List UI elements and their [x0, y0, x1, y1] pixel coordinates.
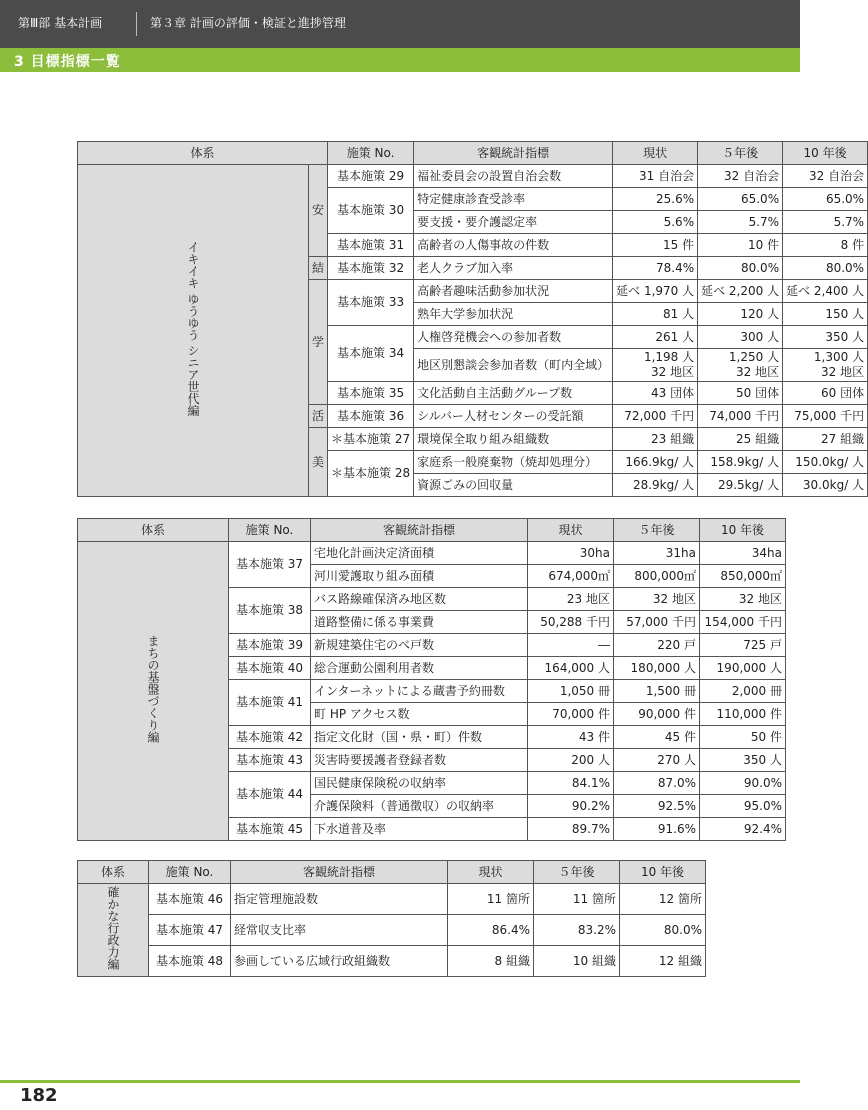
current-value: 261 人	[613, 326, 698, 349]
current-value: 11 箇所	[448, 884, 534, 915]
table-header-row	[78, 142, 868, 165]
10year-value: 92.4%	[700, 818, 786, 841]
footer-rule	[0, 1080, 800, 1083]
5year-value: 90,000 件	[614, 703, 700, 726]
policy-no: 基本施策 48	[149, 946, 231, 977]
current-value: 84.1%	[528, 772, 614, 795]
indicator-name: 介護保険料（普通徴収）の収納率	[311, 795, 528, 818]
current-value: 78.4%	[613, 257, 698, 280]
current-value: 200 人	[528, 749, 614, 772]
5year-value: 1,500 冊	[614, 680, 700, 703]
5year-value: 65.0%	[698, 188, 783, 211]
current-value: 674,000㎡	[528, 565, 614, 588]
5year-value: 25 組織	[698, 428, 783, 451]
indicator-name: バス路線確保済み地区数	[311, 588, 528, 611]
policy-no: 基本施策 43	[229, 749, 311, 772]
indicator-name: 要支援・要介護認定率	[414, 211, 613, 234]
current-value: 72,000 千円	[613, 405, 698, 428]
col-header-5years: ５年後	[698, 142, 783, 165]
indicator-name: 高齢者の人傷事故の件数	[414, 234, 613, 257]
table-row	[78, 542, 786, 565]
category-label: イキイキ ゆうゆう シニア世代編	[78, 165, 309, 497]
subcategory-label: 結	[309, 257, 328, 280]
5year-value: 92.5%	[614, 795, 700, 818]
table-row	[78, 165, 868, 188]
10year-value: 150.0kg/ 人	[783, 451, 868, 474]
current-value: 28.9kg/ 人	[613, 474, 698, 497]
col-header-current: 現状	[448, 861, 534, 884]
indicator-name: 資源ごみの回収量	[414, 474, 613, 497]
10year-value: 80.0%	[783, 257, 868, 280]
10year-value: 150 人	[783, 303, 868, 326]
5year-value: 32 自治会	[698, 165, 783, 188]
policy-no: 基本施策 47	[149, 915, 231, 946]
5year-value: 延べ 2,200 人	[698, 280, 783, 303]
col-header-current: 現状	[528, 519, 614, 542]
10year-value: 65.0%	[783, 188, 868, 211]
10year-value: 12 箇所	[620, 884, 706, 915]
5year-value: 10 組織	[534, 946, 620, 977]
5year-value: 50 団体	[698, 382, 783, 405]
5year-value: 10 件	[698, 234, 783, 257]
10year-value: 30.0kg/ 人	[783, 474, 868, 497]
indicator-name: 指定文化財（国・県・町）件数	[311, 726, 528, 749]
5year-value: 220 戸	[614, 634, 700, 657]
col-header-5years: ５年後	[614, 519, 700, 542]
policy-no: 基本施策 29	[328, 165, 414, 188]
section-title: 3 目標指標一覧	[14, 54, 121, 70]
indicator-name: 道路整備に係る事業費	[311, 611, 528, 634]
5year-value: 74,000 千円	[698, 405, 783, 428]
5year-value: 83.2%	[534, 915, 620, 946]
indicator-name: 特定健康診査受診率	[414, 188, 613, 211]
indicator-table-infrastructure	[77, 518, 786, 841]
part-title: 第Ⅲ部 基本計画	[18, 16, 103, 30]
col-header-no: 施策 No.	[149, 861, 231, 884]
10year-value: 50 件	[700, 726, 786, 749]
5year-value: 180,000 人	[614, 657, 700, 680]
current-value: 90.2%	[528, 795, 614, 818]
policy-no: 基本施策 30	[328, 188, 414, 234]
policy-no: 基本施策 40	[229, 657, 311, 680]
10year-value: 350 人	[783, 326, 868, 349]
policy-no: 基本施策 38	[229, 588, 311, 634]
5year-value: 11 箇所	[534, 884, 620, 915]
col-header-10years: 10 年後	[783, 142, 868, 165]
policy-no: ＊基本施策 27	[328, 428, 414, 451]
10year-value: 95.0%	[700, 795, 786, 818]
policy-no: 基本施策 35	[328, 382, 414, 405]
10year-value: 12 組織	[620, 946, 706, 977]
col-header-indicator: 客観統計指標	[311, 519, 528, 542]
indicator-name: 熟年大学参加状況	[414, 303, 613, 326]
5year-value: 158.9kg/ 人	[698, 451, 783, 474]
col-header-no: 施策 No.	[229, 519, 311, 542]
5year-value: 270 人	[614, 749, 700, 772]
category-label: 確かな行政力編	[78, 884, 149, 977]
10year-value: 32 地区	[700, 588, 786, 611]
col-header-system: 体系	[78, 519, 229, 542]
10year-value: 1,300 人 32 地区	[783, 349, 868, 382]
10year-value: 190,000 人	[700, 657, 786, 680]
policy-no: 基本施策 31	[328, 234, 414, 257]
5year-value: 31ha	[614, 542, 700, 565]
col-header-5years: ５年後	[534, 861, 620, 884]
col-header-current: 現状	[613, 142, 698, 165]
5year-value: 300 人	[698, 326, 783, 349]
indicator-name: シルバー人材センターの受託額	[414, 405, 613, 428]
current-value: 70,000 件	[528, 703, 614, 726]
policy-no: 基本施策 37	[229, 542, 311, 588]
policy-no: 基本施策 34	[328, 326, 414, 382]
10year-value: 80.0%	[620, 915, 706, 946]
current-value: 1,198 人 32 地区	[613, 349, 698, 382]
policy-no: 基本施策 36	[328, 405, 414, 428]
policy-no: ＊基本施策 28	[328, 451, 414, 497]
10year-value: 110,000 件	[700, 703, 786, 726]
10year-value: 27 組織	[783, 428, 868, 451]
5year-value: 87.0%	[614, 772, 700, 795]
5year-value: 80.0%	[698, 257, 783, 280]
subcategory-label: 活	[309, 405, 328, 428]
table-row	[78, 884, 706, 915]
policy-no: 基本施策 42	[229, 726, 311, 749]
col-header-no: 施策 No.	[328, 142, 414, 165]
indicator-name: 家庭系一般廃棄物（焼却処理分）	[414, 451, 613, 474]
indicator-name: インターネットによる蔵書予約冊数	[311, 680, 528, 703]
5year-value: 57,000 千円	[614, 611, 700, 634]
10year-value: 850,000㎡	[700, 565, 786, 588]
policy-no: 基本施策 41	[229, 680, 311, 726]
col-header-10years: 10 年後	[620, 861, 706, 884]
current-value: 15 件	[613, 234, 698, 257]
indicator-name: 福祉委員会の設置自治会数	[414, 165, 613, 188]
10year-value: 90.0%	[700, 772, 786, 795]
indicator-name: 地区別懇談会参加者数（町内全域）	[414, 349, 613, 382]
policy-no: 基本施策 39	[229, 634, 311, 657]
5year-value: 45 件	[614, 726, 700, 749]
table-row	[78, 915, 706, 946]
5year-value: 91.6%	[614, 818, 700, 841]
table-header-row	[78, 861, 706, 884]
current-value: 23 地区	[528, 588, 614, 611]
section-bar	[0, 48, 800, 72]
indicator-name: 総合運動公園利用者数	[311, 657, 528, 680]
policy-no: 基本施策 33	[328, 280, 414, 326]
table-row	[78, 946, 706, 977]
policy-no: 基本施策 44	[229, 772, 311, 818]
current-value: 30ha	[528, 542, 614, 565]
header-divider	[136, 12, 137, 36]
current-value: 25.6%	[613, 188, 698, 211]
10year-value: 350 人	[700, 749, 786, 772]
indicator-name: 宅地化計画決定済面積	[311, 542, 528, 565]
current-value: 31 自治会	[613, 165, 698, 188]
col-header-10years: 10 年後	[700, 519, 786, 542]
10year-value: 32 自治会	[783, 165, 868, 188]
indicator-name: 文化活動自主活動グループ数	[414, 382, 613, 405]
current-value: 1,050 冊	[528, 680, 614, 703]
indicator-name: 町 HP アクセス数	[311, 703, 528, 726]
10year-value: 154,000 千円	[700, 611, 786, 634]
current-value: 81 人	[613, 303, 698, 326]
current-value: 8 組織	[448, 946, 534, 977]
5year-value: 5.7%	[698, 211, 783, 234]
col-header-indicator: 客観統計指標	[414, 142, 613, 165]
policy-no: 基本施策 46	[149, 884, 231, 915]
10year-value: 8 件	[783, 234, 868, 257]
current-value: 89.7%	[528, 818, 614, 841]
table-header-row	[78, 519, 786, 542]
page-header-bar	[0, 0, 800, 48]
indicator-name: 老人クラブ加入率	[414, 257, 613, 280]
col-header-system: 体系	[78, 142, 328, 165]
10year-value: 5.7%	[783, 211, 868, 234]
policy-no: 基本施策 32	[328, 257, 414, 280]
indicator-name: 参画している広域行政組織数	[231, 946, 448, 977]
indicator-name: 下水道普及率	[311, 818, 528, 841]
page-number: 182	[20, 1085, 58, 1106]
5year-value: 1,250 人 32 地区	[698, 349, 783, 382]
indicator-name: 経常収支比率	[231, 915, 448, 946]
10year-value: 60 団体	[783, 382, 868, 405]
10year-value: 34ha	[700, 542, 786, 565]
chapter-title: 第３章 計画の評価・検証と進捗管理	[150, 16, 346, 30]
current-value: ―	[528, 634, 614, 657]
category-label: まちの基盤づくり編	[78, 542, 229, 841]
5year-value: 120 人	[698, 303, 783, 326]
current-value: 164,000 人	[528, 657, 614, 680]
subcategory-label: 美	[309, 428, 328, 497]
current-value: 23 組織	[613, 428, 698, 451]
subcategory-label: 安	[309, 165, 328, 257]
indicator-name: 人権啓発機会への参加者数	[414, 326, 613, 349]
indicator-name: 国民健康保険税の収納率	[311, 772, 528, 795]
subcategory-label: 学	[309, 280, 328, 405]
10year-value: 2,000 冊	[700, 680, 786, 703]
current-value: 延べ 1,970 人	[613, 280, 698, 303]
indicator-name: 災害時要援護者登録者数	[311, 749, 528, 772]
indicator-name: 環境保全取り組み組織数	[414, 428, 613, 451]
5year-value: 29.5kg/ 人	[698, 474, 783, 497]
current-value: 166.9kg/ 人	[613, 451, 698, 474]
10year-value: 延べ 2,400 人	[783, 280, 868, 303]
current-value: 50,288 千円	[528, 611, 614, 634]
10year-value: 75,000 千円	[783, 405, 868, 428]
indicator-name: 高齢者趣味活動参加状況	[414, 280, 613, 303]
current-value: 43 件	[528, 726, 614, 749]
indicator-name: 河川愛護取り組み面積	[311, 565, 528, 588]
indicator-name: 指定管理施設数	[231, 884, 448, 915]
indicator-name: 新規建築住宅のべ戸数	[311, 634, 528, 657]
policy-no: 基本施策 45	[229, 818, 311, 841]
current-value: 5.6%	[613, 211, 698, 234]
indicator-table-administration	[77, 860, 706, 977]
col-header-system: 体系	[78, 861, 149, 884]
5year-value: 800,000㎡	[614, 565, 700, 588]
5year-value: 32 地区	[614, 588, 700, 611]
current-value: 43 団体	[613, 382, 698, 405]
10year-value: 725 戸	[700, 634, 786, 657]
current-value: 86.4%	[448, 915, 534, 946]
indicator-table-senior	[77, 141, 868, 497]
col-header-indicator: 客観統計指標	[231, 861, 448, 884]
